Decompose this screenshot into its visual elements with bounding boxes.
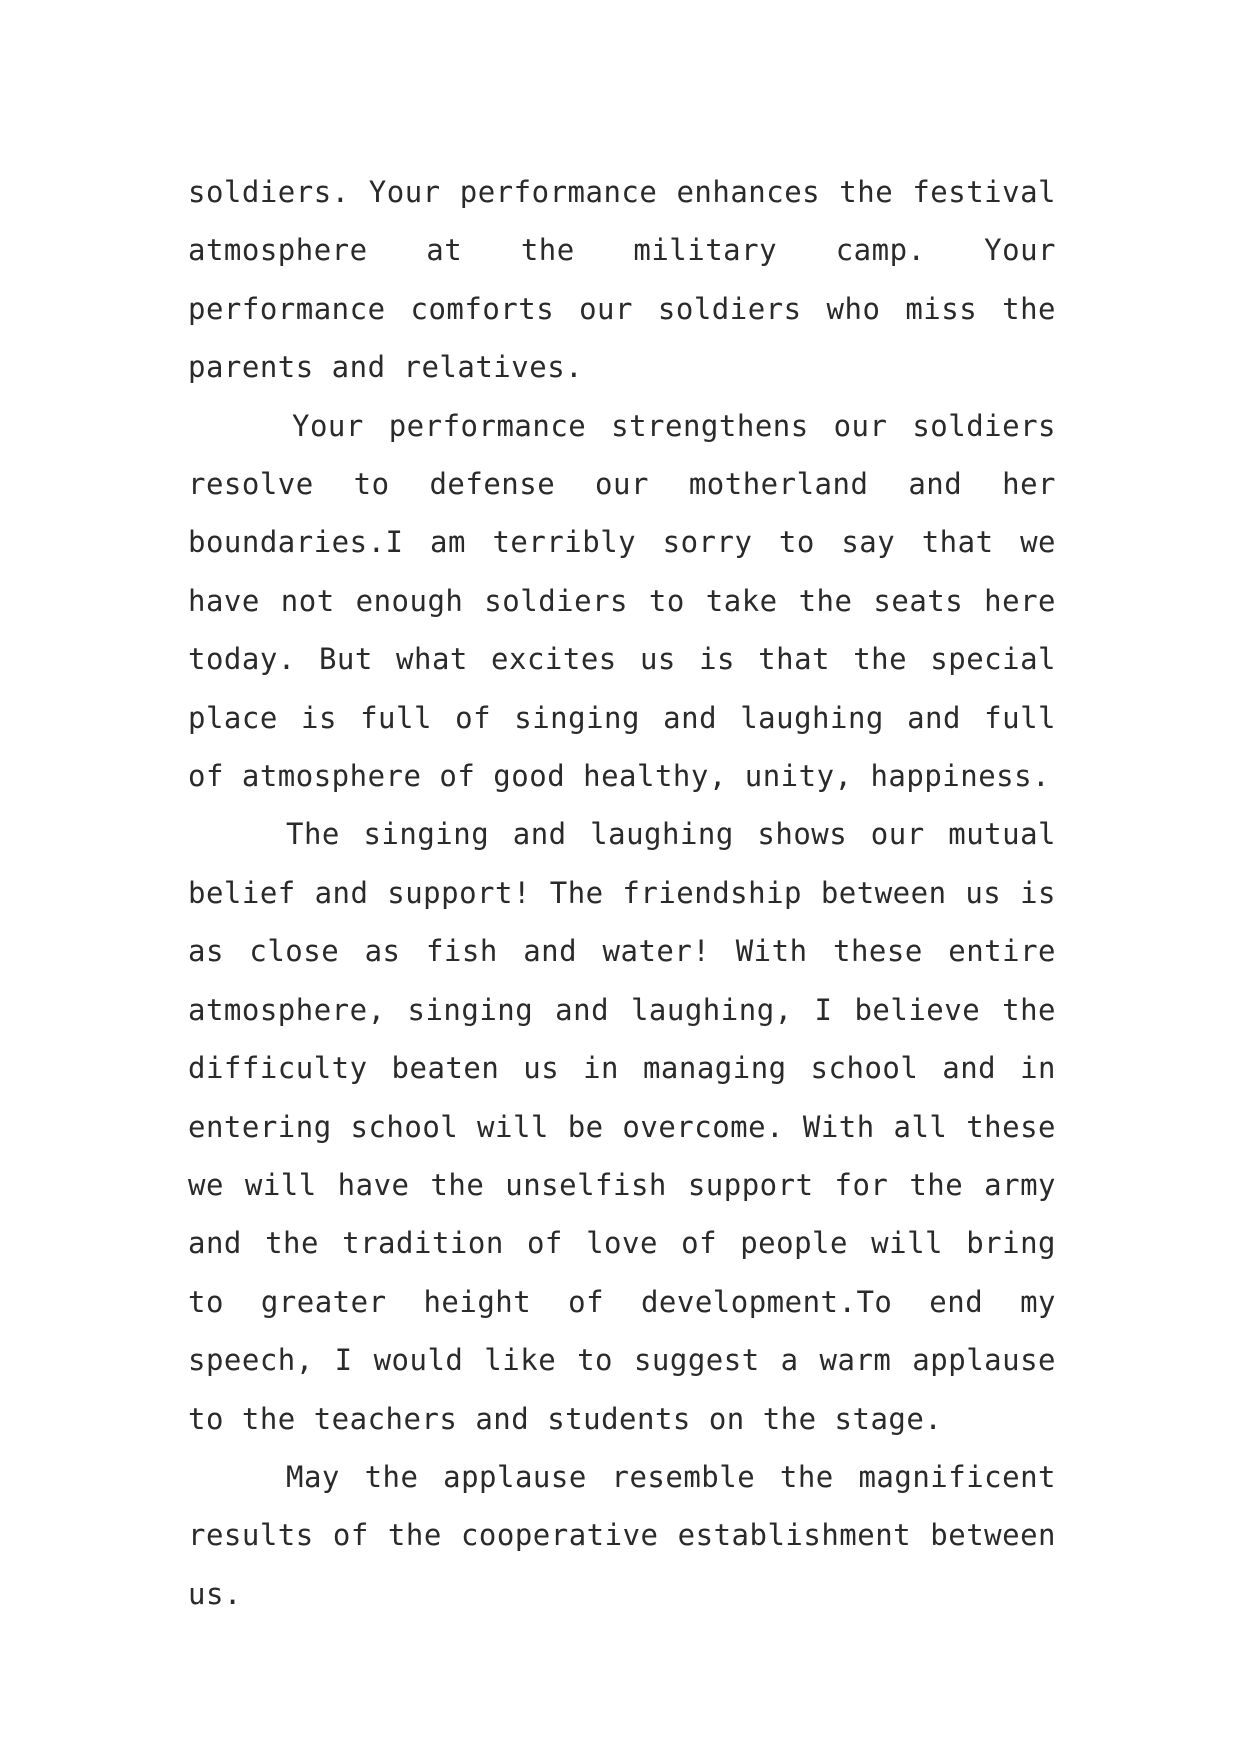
paragraph-2: Your performance strengthens our soldiers resolve to defense our motherland and her boundaries.I am terribly sorry to say that we have not enough soldiers to take the seats here today. But what excites us is that the special place is full of singing and laughing and full of atmosphere of good healthy, unity, happiness. xyxy=(188,408,1056,794)
paragraph-1: soldiers. Your performance enhances the festival atmosphere at the military camp. Your performance comforts our soldiers who miss the parents and relatives. xyxy=(188,175,1056,385)
paragraph-3: The singing and laughing shows our mutual belief and support! The friendship between us is as close as fish and water! With these entire atmosphere, singing and laughing, I believe the difficulty beaten us in managing school and in entering school will be overcome. With all these we will have the unselfish support for the army and the tradition of love of people will bring to greater height of development.To end my speech, I would like to suggest a warm applause to the teachers and students on the stage. xyxy=(188,817,1056,1436)
paragraph-4: May the applause resemble the magnificent results of the cooperative establishment between us. xyxy=(188,1459,1056,1611)
speech-body xyxy=(188,163,1056,1623)
